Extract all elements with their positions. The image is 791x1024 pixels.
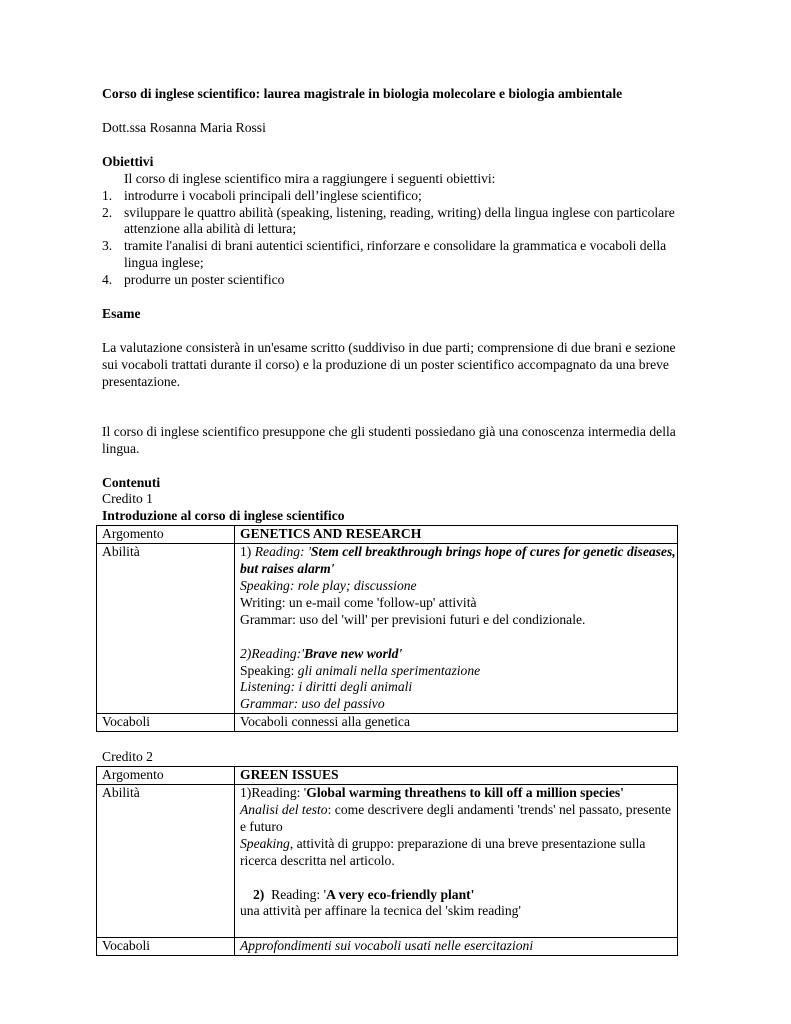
contenuti-heading: Contenuti	[102, 474, 161, 490]
table-row	[97, 544, 678, 714]
esame-paragraph: La valutazione consisterà in un'esame scritto (suddiviso in due parti; comprensione di due brani e sezione sui vocaboli trattati durante il corso) e la produzione di un poster scientifico accompagnato da una breve presentazione.	[102, 339, 676, 389]
author-name: Dott.ssa Rosanna Maria Rossi	[102, 119, 266, 135]
grammar-1: Grammar: uso del 'will' per previsioni futuri e del condizionale.	[240, 611, 586, 627]
credito-2-label: Credito 2	[102, 749, 153, 765]
table-row	[97, 785, 678, 938]
grammar-2: Grammar: uso del passivo	[240, 696, 385, 712]
obiettivi-intro: Il corso di inglese scientifico mira a raggiungere i seguenti obiettivi:	[124, 170, 496, 186]
abilita-label: Abilità	[97, 544, 235, 714]
reading-1: 1)Reading: 'Global warming threathens to kill off a million species'	[240, 785, 624, 800]
abilita-content	[235, 544, 678, 714]
vocaboli-label: Vocaboli	[97, 714, 235, 732]
analisi-text: Analisi del testo: come descrivere degli andamenti 'trends' nel passato, presente e futuro	[240, 801, 672, 834]
list-item: 1. introdurre i vocaboli principali dell’inglese scientifico;	[102, 187, 422, 203]
speaking-2: Speaking: gli animali nella sperimentazione	[240, 662, 481, 678]
abilita-content	[235, 785, 678, 938]
obiettivi-list	[102, 188, 687, 289]
document-title: Corso di inglese scientifico: laurea magistrale in biologia molecolare e biologia ambientale	[102, 86, 623, 101]
table-row	[97, 938, 678, 956]
speaking-1: Speaking: role play; discussione	[240, 577, 417, 593]
speaking-1: Speaking, attività di gruppo: preparazione di una breve presentazione sulla ricerca descritta nel articolo.	[240, 835, 646, 868]
vocaboli-value: Vocaboli connessi alla genetica	[235, 714, 678, 732]
reading-1: 1) Reading: 'Stem cell breakthrough brings hope of cures for genetic diseases, but raises alarm'	[240, 544, 676, 577]
list-item: 4. produrre un poster scientifico	[102, 272, 285, 288]
vocaboli-value: Approfondimenti sui vocaboli usati nelle esercitazioni	[235, 938, 678, 956]
listening-1: Listening: i diritti degli animali	[240, 679, 413, 695]
reading-2: 2) Reading: 'A very eco-friendly plant'	[253, 886, 475, 902]
table-row	[97, 714, 678, 732]
argomento-label: Argomento	[97, 767, 235, 785]
esame-heading: Esame	[102, 306, 141, 322]
list-item: 3. tramite l'analisi di brani autentici scientifici, rinforzare e consolidare la grammatica e vocaboli della lingua inglese;	[102, 238, 667, 271]
reading-2-description: una attività per affinare la tecnica del 'skim reading'	[240, 903, 521, 919]
vocaboli-label: Vocaboli	[97, 938, 235, 956]
reading-2: 2)Reading:'Brave new world'	[240, 645, 403, 661]
obiettivi-heading: Obiettivi	[102, 153, 154, 169]
abilita-label: Abilità	[97, 785, 235, 938]
argomento-value: GENETICS AND RESEARCH	[235, 526, 678, 544]
argomento-value: GREEN ISSUES	[235, 767, 678, 785]
list-item: 2. sviluppare le quattro abilità (speaking, listening, reading, writing) della lingua inglese con particolare attenzione alla abilità di lettura;	[102, 204, 675, 237]
intro-course-heading: Introduzione al corso di inglese scientifico	[102, 508, 345, 524]
document-page	[102, 86, 687, 956]
argomento-label: Argomento	[97, 526, 235, 544]
prerequisite-paragraph: Il corso di inglese scientifico presuppone che gli studenti possiedano già una conoscenza intermedia della lingua.	[102, 423, 676, 456]
table-row	[97, 526, 678, 544]
credito-2-table	[96, 766, 678, 956]
credito-1-table	[96, 525, 678, 732]
table-row	[97, 767, 678, 785]
writing-1: Writing: un e-mail come 'follow-up' attività	[240, 594, 477, 610]
credito-1-label: Credito 1	[102, 491, 153, 507]
